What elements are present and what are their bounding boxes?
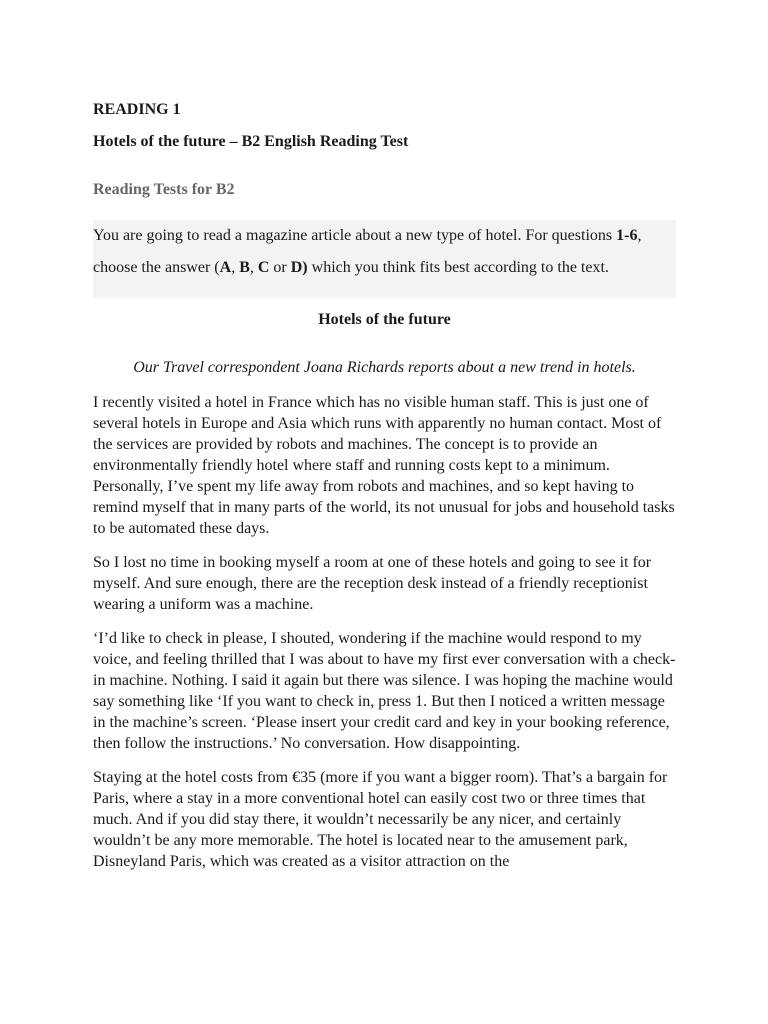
separator-3: or xyxy=(269,259,291,276)
test-category-subheading: Reading Tests for B2 xyxy=(93,181,235,198)
instructions-box xyxy=(93,220,676,298)
document-page xyxy=(93,100,676,872)
separator-2: , xyxy=(249,259,258,276)
instructions-part-3: which you think fits best according to the text. xyxy=(307,259,609,276)
instructions-part-1: You are going to read a magazine article about a new type of hotel. For questions xyxy=(93,227,617,244)
article-title: Hotels of the future xyxy=(318,311,451,328)
article-paragraph: I recently visited a hotel in France which has no visible human staff. This is just one of several hotels in Europe and Asia which runs with apparently no human contact. Most of the services are provided by robots and machines. The concept is to provide an environmentally friendly hotel where staff and running costs kept to a minimum. Personally, I’ve spent my life away from robots and machines, and so kept having to remind myself that in many parts of the world, its not unusual for jobs and household tasks to be automated these days. xyxy=(93,394,675,537)
article-paragraph: Staying at the hotel costs from €35 (more if you want a bigger room). That’s a bargain for Paris, where a stay in a more conventional hotel can easily cost two or three times that much. And if you did stay there, it wouldn’t necessarily be any nicer, and certainly wouldn’t be any more memorable. The hotel is located near to the amusement park, Disneyland Paris, which was created as a visitor attraction on the xyxy=(93,769,668,870)
separator-1: , xyxy=(231,259,240,276)
question-range: 1-6 xyxy=(616,227,638,244)
option-b: B xyxy=(239,259,250,276)
article-paragraph: So I lost no time in booking myself a room at one of these hotels and going to see it for myself. And sure enough, there are the reception desk instead of a friendly receptionist wearing a uniform was a machine. xyxy=(93,554,652,613)
article-byline: Our Travel correspondent Joana Richards reports about a new trend in hotels. xyxy=(133,359,636,376)
instructions-part-2: , choose the answer ( xyxy=(93,227,642,276)
instructions-text xyxy=(93,220,676,284)
article-paragraph: ‘I’d like to check in please, I shouted, wondering if the machine would respond to my voice, and feeling thrilled that I was about to have my first ever conversation with a check-in machine. Nothing. I said it again but there was silence. I was hoping the machine would say something like ‘If you want to check in, press 1. But then I noticed a written message in the machine’s screen. ‘Please insert your credit card and key in your booking reference, then follow the instructions.’ No conversation. How disappointing. xyxy=(93,630,676,752)
reading-number-heading: READING 1 xyxy=(93,101,181,118)
test-title-heading: Hotels of the future – B2 English Reading Test xyxy=(93,133,409,150)
option-d: D) xyxy=(290,259,308,276)
option-a: A xyxy=(219,259,232,276)
option-c: C xyxy=(257,259,270,276)
